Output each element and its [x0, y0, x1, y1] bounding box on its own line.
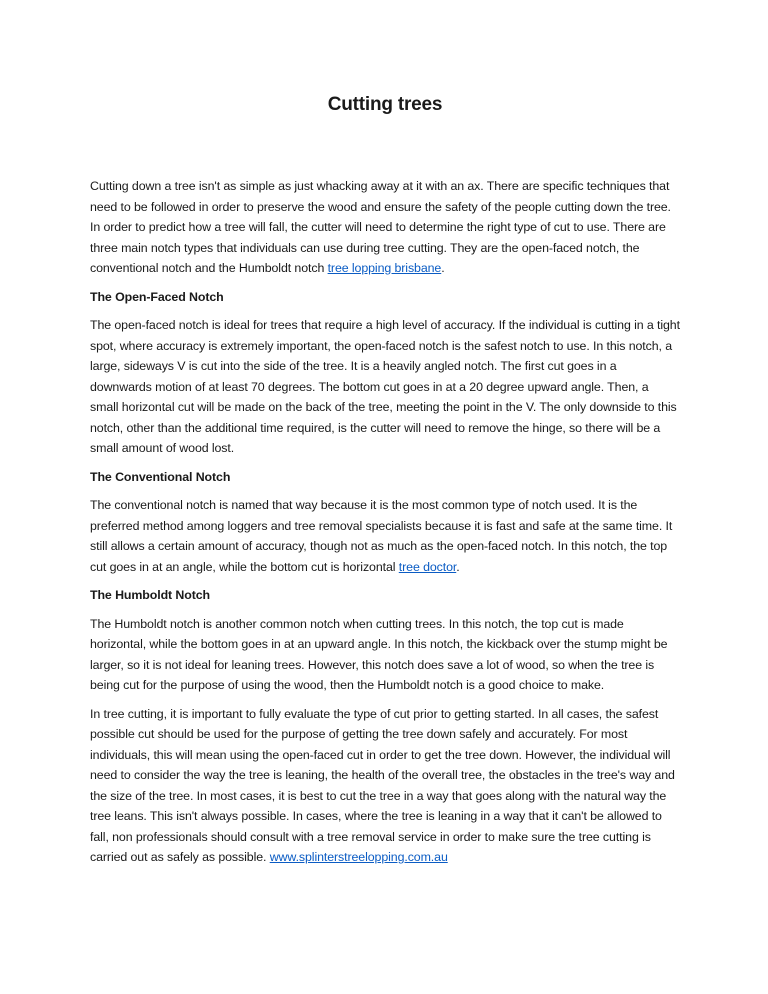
splinters-website-link[interactable]: www.splinterstreelopping.com.au	[269, 850, 448, 864]
section-paragraph-conventional-notch	[90, 495, 680, 577]
section-heading-conventional-notch: The Conventional Notch	[90, 469, 231, 484]
section-heading-open-faced-notch: The Open-Faced Notch	[90, 289, 224, 304]
intro-period: .	[441, 261, 445, 275]
section-paragraph-open-faced-notch: The open-faced notch is ideal for trees that require a high level of accuracy. If the individual is cutting in a tight spot, where accuracy is extremely important, the open-faced notch is the safest notch to use. In this notch, a large, sideways V is cut into the side of the tree. It is a heavily angled notch. The first cut goes in a downwards motion of at least 70 degrees. The bottom cut goes in at a 20 degree upward angle. Then, a small horizontal cut will be made on the back of the tree, meeting the point in the V. The only downside to this notch, other than the additional time required, is the cutter will need to remove the hinge, so there will be a small amount of wood lost.	[90, 318, 680, 455]
section-paragraph-humboldt-notch: The Humboldt notch is another common notch when cutting trees. In this notch, the top cut is made horizontal, while the bottom goes in at an upward angle. In this notch, the kickback over the stump might be larger, so it is not ideal for leaning trees. However, this notch does save a lot of wood, so when the tree is being cut for the purpose of using the wood, then the Humboldt notch is a good choice to make.	[90, 616, 668, 692]
tree-lopping-brisbane-link[interactable]: tree lopping brisbane	[327, 261, 442, 275]
tree-doctor-link[interactable]: tree doctor	[398, 559, 457, 574]
document-body	[90, 90, 680, 876]
intro-text: Cutting down a tree isn't as simple as just whacking away at it with an ax. There are specific techniques that need to be followed in order to preserve the wood and ensure the safety of the people cutting down the tree. In order to predict how a tree will fall, the cutter will need to determine the right type of cut to use. There are three main notch types that individuals can use during tree cutting. They are the open-faced notch, the conventional notch and the Humboldt notch	[90, 179, 671, 275]
document-title: Cutting trees	[327, 94, 443, 115]
section-heading-humboldt-notch: The Humboldt Notch	[90, 588, 211, 602]
conclusion-text: In tree cutting, it is important to fully evaluate the type of cut prior to getting started. In all cases, the safest possible cut should be used for the purpose of getting the tree down safely and accurately. For most individuals, this will mean using the open-faced cut in order to get the tree down. However, the individual will need to consider the way the tree is leaning, the health of the overall tree, the obstacles in the tree's way and the size of the tree. In most cases, it is best to cut the tree in a way that goes along with the natural way the tree leans. This isn't always possible. In cases, where the tree is leaning in a way that it can't be allowed to fall, non professionals should consult with a tree removal service in order to make sure the tree cutting is carried out as safely as possible.	[90, 706, 675, 864]
conventional-notch-text: The conventional notch is named that way because it is the most common type of notch used. It is the preferred method among loggers and tree removal specialists because it is fast and safe at the same time. It still allows a certain amount of accuracy, though not as much as the open-faced notch. In this notch, the top cut goes in at an angle, while the bottom cut is horizontal	[90, 498, 673, 574]
conclusion-paragraph	[90, 704, 680, 868]
intro-paragraph	[90, 176, 680, 279]
conventional-notch-period: .	[456, 559, 460, 574]
